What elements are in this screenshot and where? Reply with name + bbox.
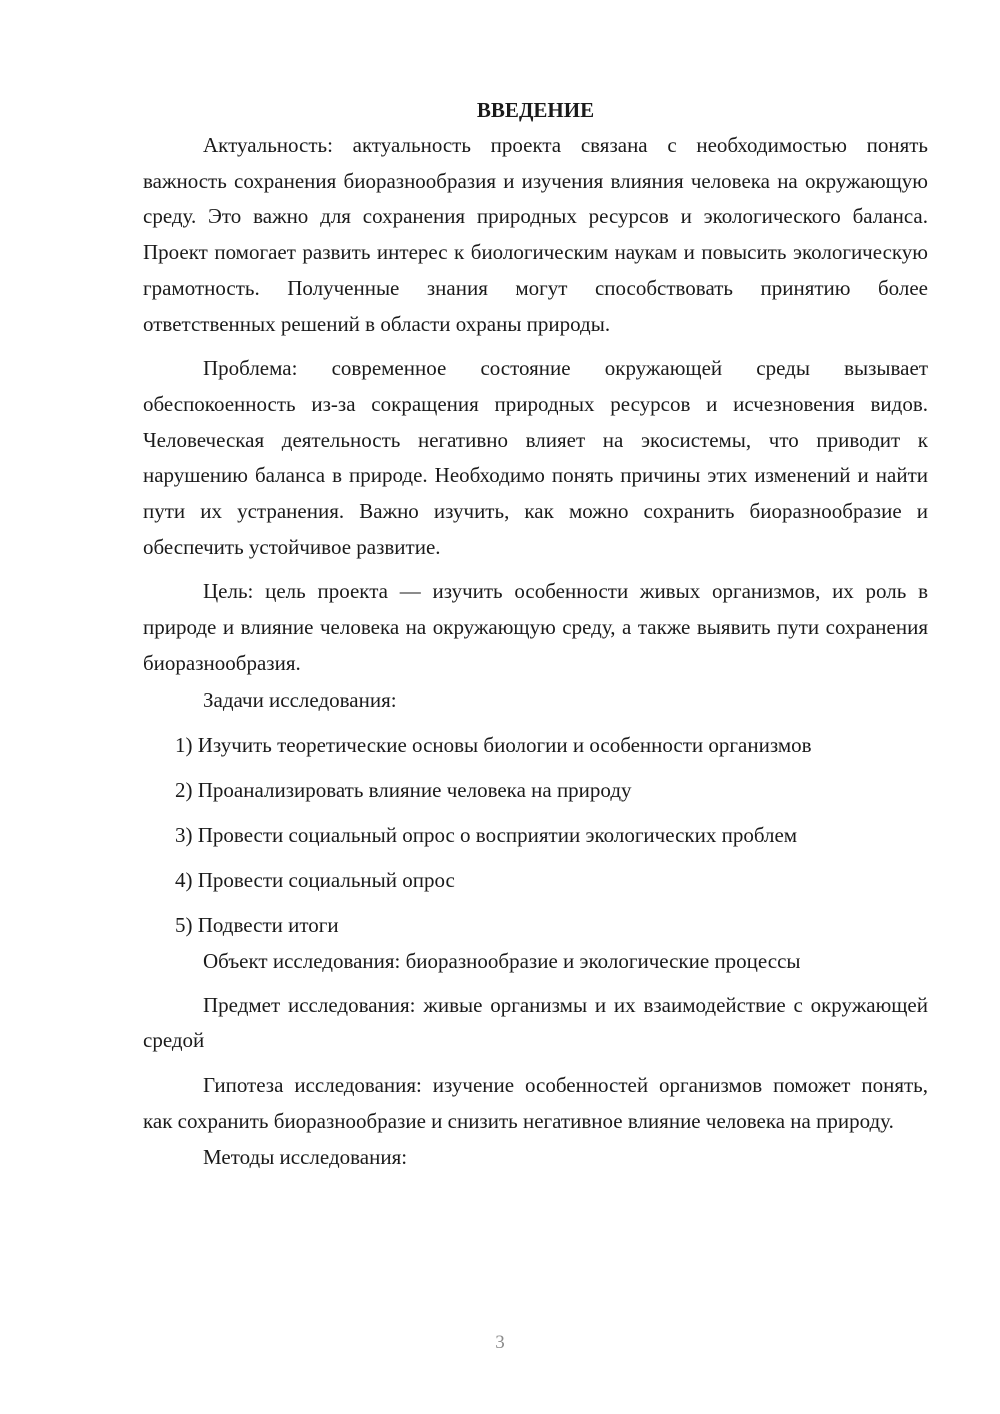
tasks-heading: Задачи исследования: [203, 687, 397, 712]
list-item: 1) Изучить теоретические основы биологии и особенности организмов [175, 732, 812, 757]
list-item: 3) Провести социальный опрос о восприятии экологических проблем [175, 822, 798, 847]
list-item: 4) Провести социальный опрос [175, 867, 455, 892]
paragraph-goal: Цель: цель проекта — изучить особенности живых организмов, их роль в природе и влияние человека на окружающую среду, а также выявить пути сохранения биоразнообразия. [143, 579, 928, 675]
tasks-list [143, 727, 928, 943]
paragraph-hypothesis: Гипотеза исследования: изучение особенностей организмов поможет понять, как сохранить биоразнообразие и снизить негативное влияние человека на природу. [143, 1072, 928, 1133]
paragraph-subject: Предмет исследования: живые организмы и их взаимодействие с окружающей средой [143, 992, 928, 1053]
list-item: 5) Подвести итоги [175, 912, 339, 937]
page-number: 3 [495, 1332, 505, 1353]
paragraph-problem: Проблема: современное состояние окружающей среды вызывает обеспокоенность из-за сокращения природных ресурсов и исчезновения видов. Человеческая деятельность негативно влияет на экосистемы, что приводит к нарушению баланса в природе. Необходимо понять причины этих изменений и найти пути их устранения. Важно изучить, как можно сохранить биоразнообразие и обеспечить устойчивое развитие. [143, 356, 928, 559]
methods-heading: Методы исследования: [203, 1145, 408, 1170]
document-page [143, 92, 928, 1175]
list-item: 2) Проанализировать влияние человека на природу [175, 777, 632, 802]
page-title: ВВЕДЕНИЕ [476, 98, 595, 122]
paragraph-relevance: Актуальность: актуальность проекта связана с необходимостью понять важность сохранения биоразнообразия и изучения влияния человека на окружающую среду. Это важно для сохранения природных ресурсов и экологического баланса. Проект помогает развить интерес к биологическим наукам и повысить экологическую грамотность. Полученные знания могут способствовать принятию более ответственных решений в области охраны природы. [143, 133, 928, 336]
paragraph-object: Объект исследования: биоразнообразие и экологические процессы [203, 948, 801, 973]
